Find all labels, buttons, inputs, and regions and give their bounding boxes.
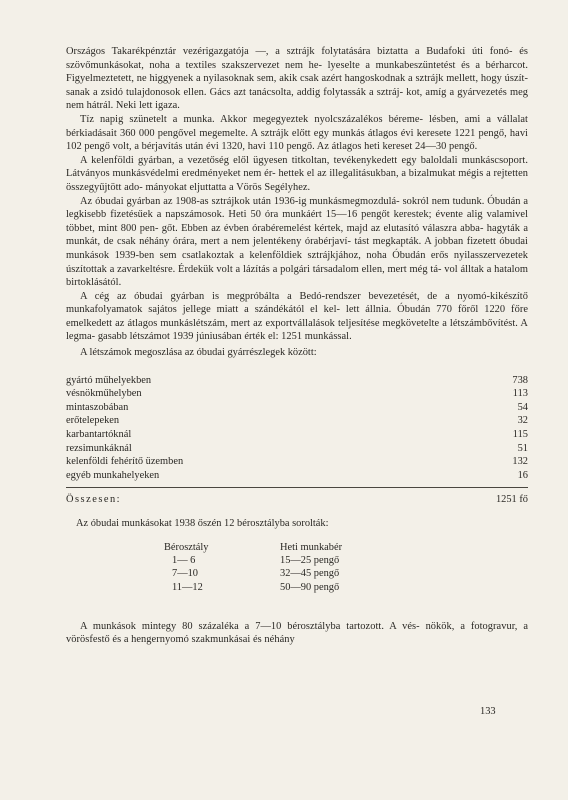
staff-row bbox=[66, 387, 528, 401]
staff-value: 113 bbox=[512, 388, 528, 400]
staff-value: 51 bbox=[517, 442, 528, 454]
paragraph-3: A kelenföldi gyárban, a vezetőség elől ügyesen titkoltan, tevékenykedett egy baloldali munkáscsoport. Látványos munkásvédelmi eredményeket nem ér- hettek el az illegalitásukban, a bizalmukat mégis a rejtetten összegyűjtött ado- mányokat eljuttatta a Vörös Segélyhez. bbox=[66, 154, 529, 193]
total-label: Összesen: bbox=[66, 494, 122, 506]
paragraph-6: A munkások mintegy 80 százaléka a 7—10 bérosztályba tartozott. A vés- nökök, a fotogravur, a vörösfestő és a hengernyomó szakmunkásai és néhány bbox=[66, 620, 529, 646]
staff-value: 115 bbox=[512, 429, 528, 441]
total-value: 1251 fő bbox=[495, 494, 528, 506]
staff-label: egyéb munkahelyeken bbox=[66, 469, 160, 481]
paragraph-5: A cég az óbudai gyárban is megpróbálta a Bedó-rendszer bevezetését, de a nyomó-kikészítő munkafolyamatok sajátos jellege miatt a szándékától el kel- lett állnia. Óbudán 770 főről 1220 főre emelkedett az átlagos munkáslétszám, mert az exportvállalások teljesítése megkövetelte a létszámbővítést. A legma- gasabb létszámot 1939 júniusában érték el: 1251 munkással. bbox=[66, 290, 528, 343]
paragraph-2: Tíz napig szünetelt a munka. Akkor megegyeztek nyolcszázalékos béreme- lésben, ami a vállalat bérkiadásait 360 000 pengővel megemelte. A sztrájk előtt egy munkás átlagos évi keresete 1221 pengő, havi 102 pengő volt, a bérjavítás után évi 1320, havi 110 pengő. Az átlagos heti kereset 24—30 pengő. bbox=[66, 113, 528, 153]
staff-value: 54 bbox=[517, 401, 528, 413]
staff-intro: A létszámok megoszlása az óbudai gyárrészlegek között: bbox=[80, 347, 317, 359]
staff-label: mintaszobában bbox=[66, 401, 129, 413]
wage-class-header: Bérosztály bbox=[164, 542, 209, 553]
wage-amount: 50—90 pengő bbox=[280, 581, 340, 593]
staff-value: 132 bbox=[512, 456, 528, 468]
wage-class: 1— 6 bbox=[172, 555, 196, 567]
staff-row bbox=[66, 414, 528, 428]
staff-value: 16 bbox=[517, 469, 528, 481]
staff-value: 738 bbox=[512, 374, 528, 386]
wage-class: 7—10 bbox=[172, 568, 198, 580]
staff-label: erőtelepeken bbox=[66, 415, 120, 427]
wage-table bbox=[164, 541, 528, 594]
wage-header-row bbox=[164, 541, 528, 554]
staff-row bbox=[66, 401, 528, 415]
wage-class: 11—12 bbox=[172, 581, 203, 593]
wage-row bbox=[164, 581, 528, 594]
wage-intro: Az óbudai munkásokat 1938 őszén 12 bérosztályba sorolták: bbox=[76, 518, 329, 530]
wage-amount: 15—25 pengő bbox=[280, 555, 340, 567]
paragraph-4: Az óbudai gyárban az 1908-as sztrájkok után 1936-ig munkásmegmozdulá- sokról nem tudunk. Óbudán a legkisebb fizetésűek a napszámosok. Heti 50 óra munkáért 15—16 pengőt kerestek; évente alig valamivel többet, mint 800 pen- gőt. Ebben az évben órabéremelést kértek, majd az elutasító válaszra abba- hagyták a munkát, de csak néhány órára, mert a nem jelentékeny órabérjaví- tást megkapták. A jobban fizetett óbudai munkások 1939-ben sem csatlakoztak a kelenföldiek sztrájkjához, noha Óbudán erős nyilasszervezetek úszítottak a zavarkeltésre. Érdekük volt a lázítás a polgári társadalom ellen, mert még tá- vol álltak a hatalom birtoklásától. bbox=[66, 195, 529, 289]
staff-row bbox=[66, 469, 528, 483]
staff-value: 32 bbox=[517, 415, 528, 427]
paragraph-1: Országos Takarékpénztár vezérigazgatója —, a sztrájk folytatására biztatta a Budafoki úti fonó- és szövőmunkásokat, noha a textiles szakszervezet nem he- lyeselte a munkabeszüntetést és a bérharcot. Figyelmeztetett, ne higgyenek a nyilasoknak sem, akik csak azért hangoskodnak a sztrájk mellett, hogy úszít- sanak a zsidó tulajdonosok ellen. Gács azt tanácsolta, addig folytassák a sztráj- kot, amíg a gyárvezetés meg nem hátrál. Neki lett igaza. bbox=[66, 46, 528, 112]
body-text bbox=[66, 45, 528, 344]
wage-row bbox=[164, 567, 528, 580]
staff-row bbox=[66, 374, 528, 388]
closing-paragraph bbox=[66, 620, 528, 647]
staff-distribution bbox=[66, 346, 528, 506]
staff-label: rezsimunkáknál bbox=[66, 442, 132, 454]
wage-amount: 32—45 pengő bbox=[280, 568, 340, 580]
staff-row bbox=[66, 442, 528, 456]
staff-label: gyártó műhelyekben bbox=[66, 374, 152, 386]
staff-row bbox=[66, 455, 528, 469]
staff-label: kelenföldi fehérítő üzemben bbox=[66, 456, 184, 468]
wage-row bbox=[164, 554, 528, 567]
staff-row bbox=[66, 428, 528, 442]
staff-label: vésnökműhelyben bbox=[66, 388, 142, 400]
page-number: 133 bbox=[480, 706, 496, 717]
staff-total-row bbox=[66, 493, 528, 506]
staff-label: karbantartóknál bbox=[66, 429, 132, 441]
total-divider bbox=[66, 487, 528, 488]
wage-amount-header: Heti munkabér bbox=[280, 542, 343, 553]
